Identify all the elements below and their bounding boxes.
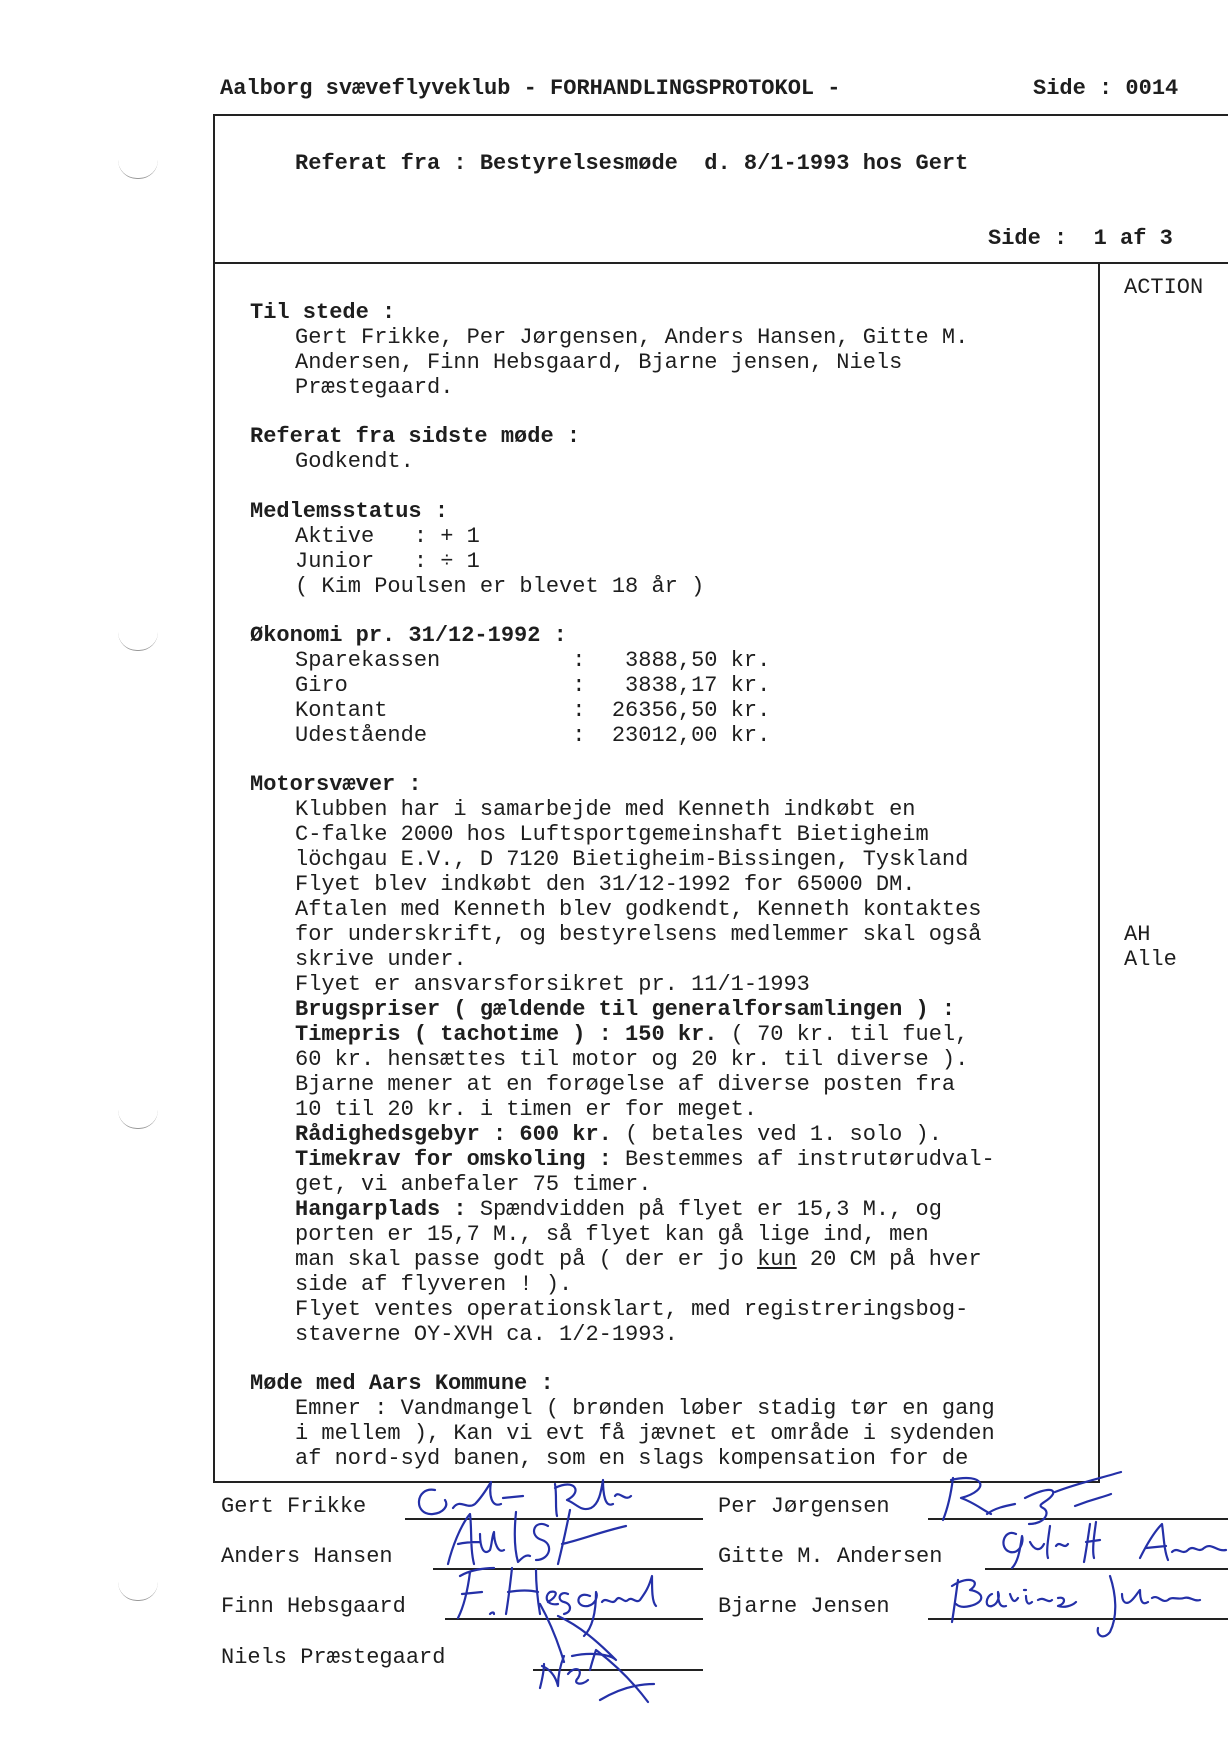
text-line: side af flyveren ! ). xyxy=(295,1272,573,1297)
signatory-name: Gitte M. Andersen xyxy=(718,1544,943,1569)
protocol-title: Aalborg svæveflyveklub - FORHANDLINGSPROTOKOL - xyxy=(220,76,841,101)
text-span: ( 70 kr. til fuel, xyxy=(717,1022,969,1047)
finance-line: Udestående : 23012,00 kr. xyxy=(295,723,771,748)
attendees-line: Gert Frikke, Per Jørgensen, Anders Hansen, Gitte M. xyxy=(295,325,969,350)
text-span: man skal passe godt på ( der er jo xyxy=(295,1247,758,1272)
binder-hole xyxy=(118,1582,158,1601)
text-line: Aktive : + 1 xyxy=(295,524,480,549)
action-entry: Alle xyxy=(1124,947,1177,972)
section-heading: Til stede : xyxy=(250,300,396,325)
binder-hole xyxy=(118,160,158,179)
text-line: C-falke 2000 hos Luftsportgemeinshaft Bietigheim xyxy=(295,822,929,847)
text-line xyxy=(295,1147,995,1172)
text-line: Flyet blev indkøbt den 31/12-1992 for 65000 DM. xyxy=(295,872,916,897)
section-heading: Møde med Aars Kommune : xyxy=(250,1371,554,1396)
bold-label: Timekrav for omskoling : xyxy=(295,1147,612,1172)
bold-label: Timepris ( tachotime ) : 150 kr. xyxy=(295,1022,718,1047)
text-line: Klubben har i samarbejde med Kenneth indkøbt en xyxy=(295,797,916,822)
text-line: i mellem ), Kan vi evt få jævnet et område i sydenden xyxy=(295,1421,995,1446)
text-span: Spændvidden på flyet er 15,3 M., og xyxy=(466,1197,942,1222)
text-line: Aftalen med Kenneth blev godkendt, Kenneth kontaktes xyxy=(295,897,982,922)
text-line: Flyet er ansvarsforsikret pr. 11/1-1993 xyxy=(295,972,810,997)
text-line xyxy=(295,1022,968,1047)
finance-line: Giro : 3838,17 kr. xyxy=(295,673,771,698)
subsection-heading: Brugspriser ( gældende til generalforsamlingen ) : xyxy=(295,997,956,1022)
section-heading: Medlemsstatus : xyxy=(250,499,449,524)
signature-gitte-m-andersen xyxy=(990,1512,1228,1572)
action-entry: AH xyxy=(1124,922,1151,947)
text-span: ( betales ved 1. solo ). xyxy=(611,1122,942,1147)
signature-bjarne-jensen xyxy=(940,1566,1210,1646)
signatory-name: Anders Hansen xyxy=(221,1544,393,1569)
binder-hole xyxy=(118,1110,158,1129)
attendees-line: Andersen, Finn Hebsgaard, Bjarne jensen, Niels xyxy=(295,350,903,375)
text-span: 20 CM på hver xyxy=(796,1247,982,1272)
signatory-name: Niels Præstegaard xyxy=(221,1645,446,1670)
signatory-name: Gert Frikke xyxy=(221,1494,367,1519)
attendees-line: Præstegaard. xyxy=(295,375,454,400)
text-line xyxy=(295,1197,942,1222)
text-line xyxy=(295,1122,942,1147)
bold-label: Hangarplads : xyxy=(295,1197,467,1222)
page-of: Side : 1 af 3 xyxy=(988,226,1173,251)
text-line: Flyet ventes operationsklart, med registreringsbog- xyxy=(295,1297,969,1322)
finance-line: Sparekassen : 3888,50 kr. xyxy=(295,648,771,673)
protocol-page-number: Side : 0014 xyxy=(1033,76,1179,101)
text-line: Junior : ÷ 1 xyxy=(295,549,480,574)
text-line: löchgau E.V., D 7120 Bietigheim-Bissingen, Tyskland xyxy=(295,847,969,872)
text-line: af nord-syd banen, som en slags kompensation for de xyxy=(295,1446,969,1471)
section-heading: Motorsvæver : xyxy=(250,772,422,797)
signatory-name: Bjarne Jensen xyxy=(718,1594,890,1619)
action-column-header: ACTION xyxy=(1124,275,1204,300)
signature-niels-praestegaard xyxy=(530,1640,730,1720)
text-line: for underskrift, og bestyrelsens medlemmer skal også xyxy=(295,922,982,947)
signatory-name: Finn Hebsgaard xyxy=(221,1594,406,1619)
underlined-word: kun xyxy=(757,1247,797,1272)
section-heading: Referat fra sidste møde : xyxy=(250,424,581,449)
finance-line: Kontant : 26356,50 kr. xyxy=(295,698,771,723)
text-line: get, vi anbefaler 75 timer. xyxy=(295,1172,652,1197)
text-line: 60 kr. hensættes til motor og 20 kr. til diverse ). xyxy=(295,1047,969,1072)
text-line: ( Kim Poulsen er blevet 18 år ) xyxy=(295,574,705,599)
text-line: 10 til 20 kr. i timen er for meget. xyxy=(295,1097,758,1122)
text-line: staverne OY-XVH ca. 1/2-1993. xyxy=(295,1322,678,1347)
text-line xyxy=(295,1247,982,1272)
text-line: Emner : Vandmangel ( brønden løber stadig tør en gang xyxy=(295,1396,995,1421)
signatory-name: Per Jørgensen xyxy=(718,1494,890,1519)
text-line: Bjarne mener at en forøgelse af diverse posten fra xyxy=(295,1072,956,1097)
binder-hole xyxy=(118,632,158,651)
section-heading: Økonomi pr. 31/12-1992 : xyxy=(250,623,567,648)
referat-line: Referat fra : Bestyrelsesmøde d. 8/1-1993 hos Gert xyxy=(295,151,969,176)
bold-label: Rådighedsgebyr : 600 kr. xyxy=(295,1122,612,1147)
text-span: Bestemmes af instrutørudval- xyxy=(611,1147,995,1172)
text-line: porten er 15,7 M., så flyet kan gå lige ind, men xyxy=(295,1222,929,1247)
text-line: Godkendt. xyxy=(295,449,414,474)
text-line: skrive under. xyxy=(295,947,467,972)
